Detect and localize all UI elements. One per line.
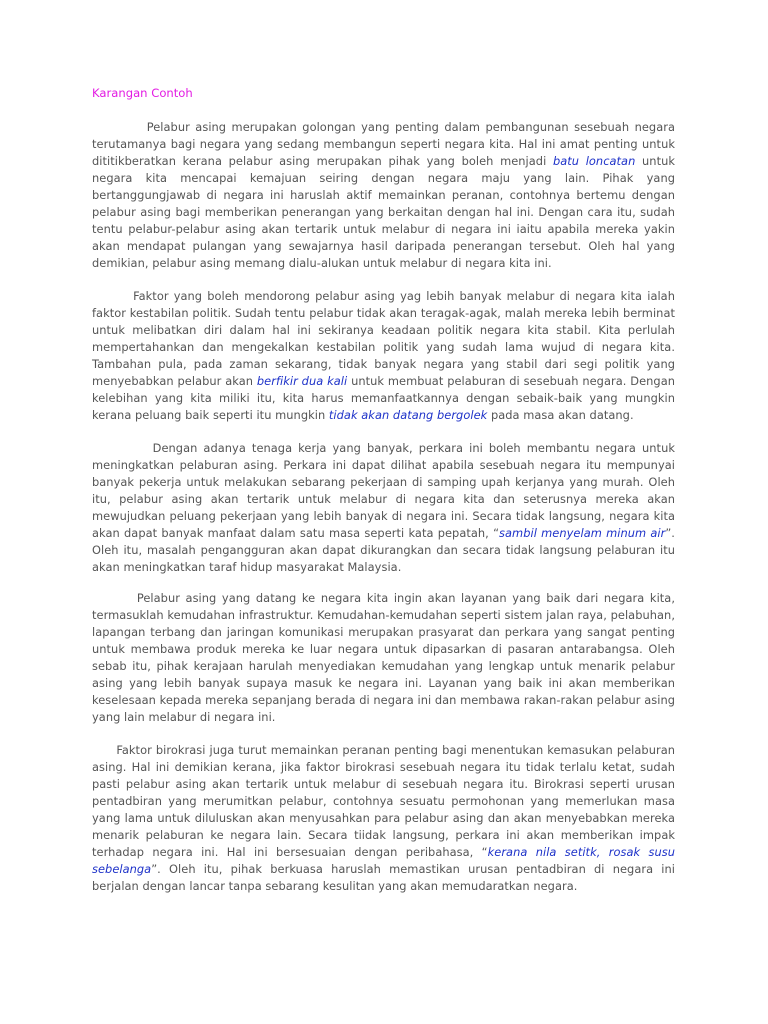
paragraph-2 — [92, 288, 675, 424]
paragraph-1 — [92, 119, 675, 272]
paragraph-4 — [92, 590, 675, 726]
paragraph-indent — [92, 743, 116, 757]
paragraph-3 — [92, 440, 675, 576]
paragraph-text: ”. Oleh itu, masalah pengangguran akan dapat dikurangkan dan secara tidak langsung pelaburan itu akan meningkatkan taraf hidup masyarakat Malaysia. — [92, 526, 675, 574]
paragraph-indent — [92, 120, 147, 134]
highlighted-phrase: batu loncatan — [552, 154, 636, 168]
paragraph-text: Dengan adanya tenaga kerja yang banyak, perkara ini boleh membantu negara untuk meningkatkan pelaburan asing. Perkara ini dapat dilihat apabila sesebuah negara itu mempunyai banyak pekerja untuk melakukan sebarang pekerjaan di samping upah kerjanya yang murah. Oleh itu, pelabur asing akan tertarik untuk melabur di negara kita dan seterusnya mereka akan mewujudkan peluang pekerjaan yang lebih banyak di negara ini. Secara tidak langsung, negara kita akan dapat banyak manfaat dalam satu masa seperti kata pepatah, “ — [92, 441, 675, 540]
highlighted-phrase: tidak akan datang bergolek — [328, 408, 488, 422]
paragraph-text: Pelabur asing yang datang ke negara kita ingin akan layanan yang baik dari negara kita, termasuklah kemudahan infrastruktur. Kemudahan-kemudahan seperti sistem jalan raya, pelabuhan, lapangan terbang dan jaringan komunikasi merupakan prasyarat dan perkara yang sangat penting untuk membawa produk mereka ke luar negara untuk dipasarkan di pasaran antarabangsa. Oleh sebab itu, pihak kerajaan harulah menyediakan kemudahan yang lengkap untuk menarik pelabur asing yang lebih banyak supaya masuk ke negara ini. Layanan yang baik ini akan memberikan keselesaan kepada mereka sepanjang berada di negara ini dan membawa rakan-rakan pelabur asing yang lain melabur di negara ini. — [92, 591, 675, 724]
highlighted-phrase: kerana nila setitk, rosak susu sebelanga — [92, 845, 675, 876]
paragraph-text: ”. Oleh itu, pihak berkuasa haruslah memastikan urusan pentadbiran di negara ini berjalan dengan lancar tanpa sebarang kesulitan yang akan memudaratkan negara. — [92, 862, 675, 893]
paragraph-text: untuk negara kita mencapai kemajuan seiring dengan negara maju yang lain. Pihak yang bertanggungjawab di negara ini haruslah aktif memainkan peranan, contohnya bertemu dengan pelabur asing bagi memberikan penerangan yang berkaitan dengan hal ini. Dengan cara itu, sudah tentu pelabur-pelabur asing akan tertarik untuk melabur di negara ini iaitu apabila mereka yakin akan mendapat pulangan yang sewajarnya hasil daripada penerangan tersebut. Oleh hal yang demikian, pelabur asing memang dialu-alukan untuk melabur di negara kita ini. — [92, 154, 675, 270]
paragraph-text: untuk membuat pelaburan di sesebuah negara. Dengan kelebihan yang kita miliki itu, kita harus memanfaatkannya dengan sebaik-baik yang mungkin kerana peluang baik seperti itu mungkin — [92, 374, 676, 422]
paragraph-indent — [92, 591, 137, 605]
paragraph-5 — [92, 742, 675, 895]
paragraph-indent — [92, 289, 133, 303]
highlighted-phrase: berfikir dua kali — [256, 374, 348, 388]
paragraph-text: Faktor birokrasi juga turut memainkan peranan penting bagi menentukan kemasukan pelaburan asing. Hal ini demikian kerana, jika faktor birokrasi sesebuah negara itu tidak terlalu ketat, sudah pasti pelabur asing akan tertarik untuk melabur di sesebuah negara itu. Birokrasi seperti urusan pentadbiran yang merumitkan pelabur, contohnya sesuatu permohonan yang memerlukan masa yang lama untuk diluluskan akan menyusahkan para pelabur asing dan akan menyebabkan mereka menarik pelaburan ke negara lain. Secara tiidak langsung, perkara ini akan memberikan impak terhadap negara ini. Hal ini bersesuaian dengan peribahasa, “ — [92, 743, 675, 859]
paragraph-text: pada masa akan datang. — [487, 408, 634, 422]
highlighted-phrase: sambil menyelam minum air — [499, 526, 666, 540]
paragraph-indent — [92, 441, 153, 455]
document-title: Karangan Contoh — [92, 86, 193, 100]
paragraph-text: Faktor yang boleh mendorong pelabur asing yag lebih banyak melabur di negara kita ialah faktor kestabilan politik. Sudah tentu pelabur tidak akan teragak-agak, malah mereka lebih berminat untuk melibatkan diri dalam hal ini sekiranya keadaan politik negara kita stabil. Kita perlulah mempertahankan dan mengekalkan kestabilan politik yang sudah lama wujud di negara kita. Tambahan pula, pada zaman sekarang, tidak banyak negara yang stabil dari segi politik yang menyebabkan pelabur akan — [92, 289, 675, 388]
paragraph-text: Pelabur asing merupakan golongan yang penting dalam pembangunan sesebuah negara terutamanya bagi negara yang sedang membangun seperti negara kita. Hal ini amat penting untuk dititikberatkan kerana pelabur asing merupakan pihak yang boleh menjadi — [92, 120, 675, 168]
